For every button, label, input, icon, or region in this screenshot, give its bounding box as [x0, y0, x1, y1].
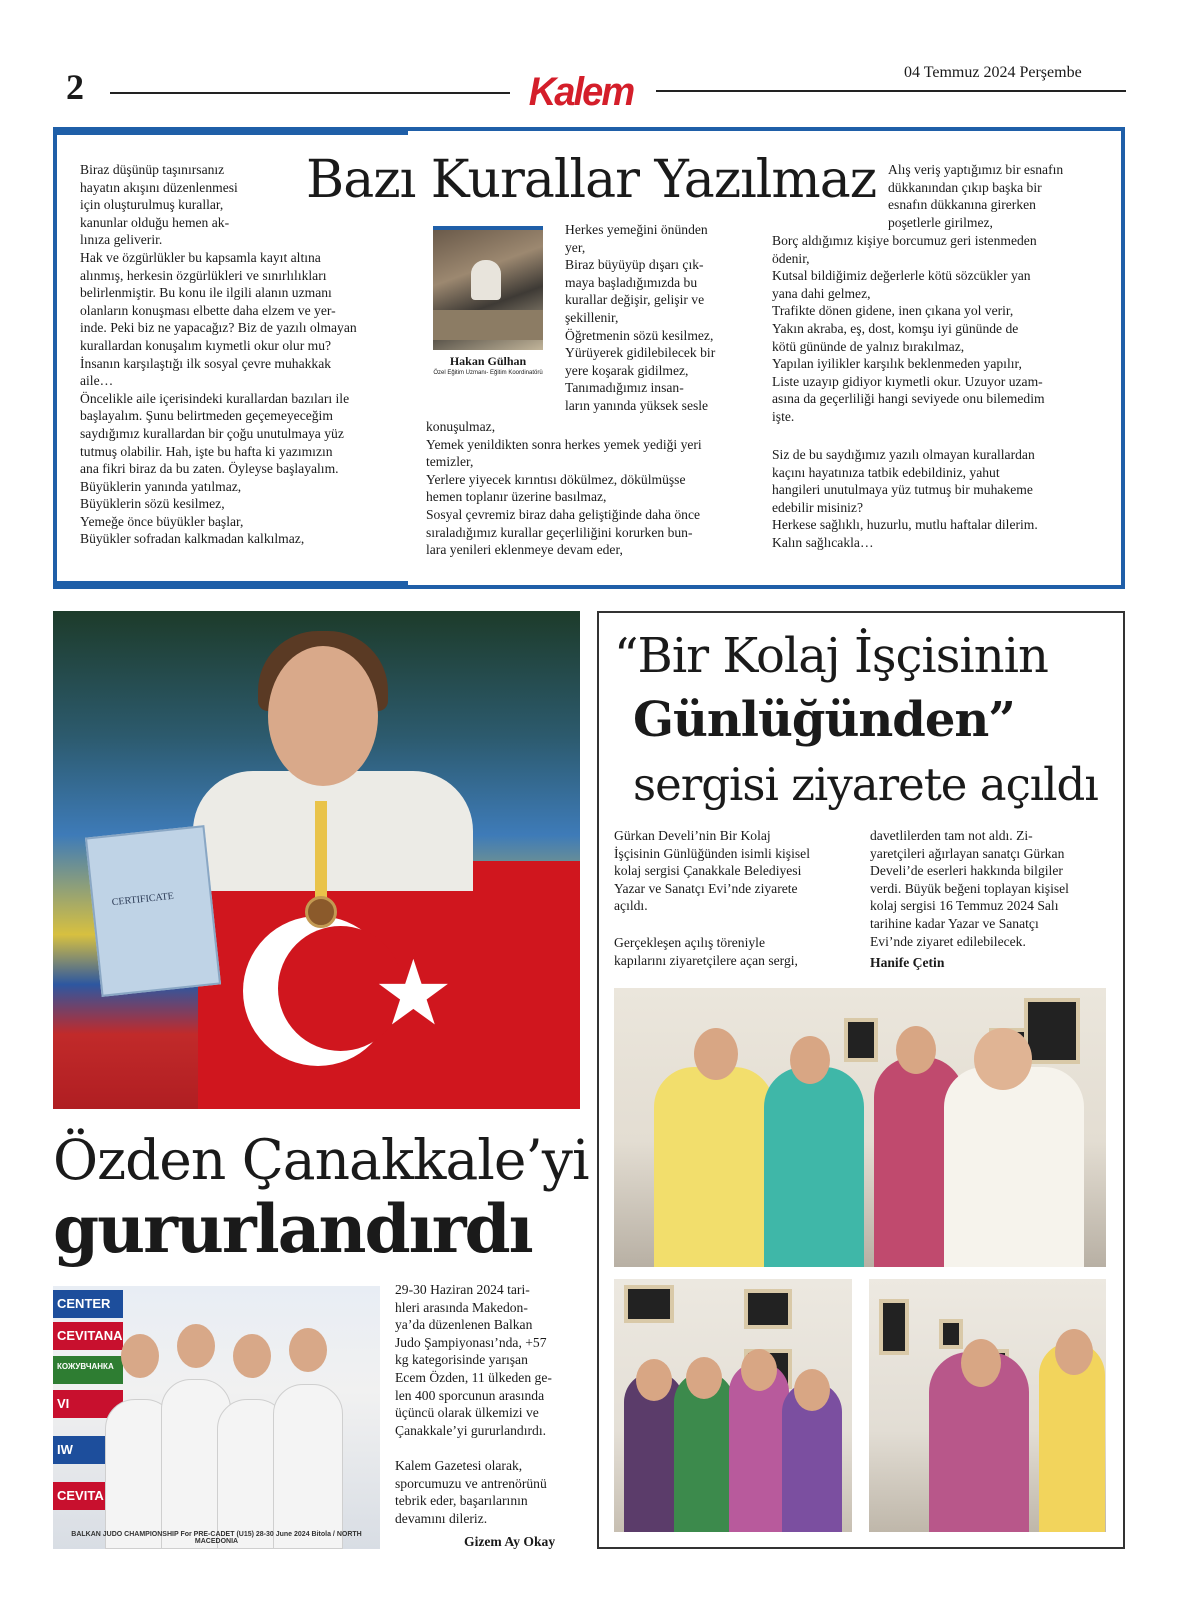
- photo-desk: [433, 310, 543, 340]
- text-line: temizler,: [426, 454, 474, 470]
- text-line: verdi. Büyük beğeni toplayan kişisel: [870, 880, 1069, 896]
- text-line: yer,: [565, 239, 586, 255]
- text-line: tutmuş olabilir. Hah, işte bu hafta ki yazımızın: [80, 443, 333, 459]
- visitor-face: [794, 1369, 830, 1411]
- text-line: Kalın sağlıcakla…: [772, 534, 874, 550]
- article-column-3-top: [888, 161, 1118, 231]
- text-line: tebrik eder, başarılarının: [395, 1493, 528, 1509]
- gallery-photo-group: [614, 1279, 852, 1532]
- text-line: konuşulmaz,: [426, 419, 496, 434]
- text-line: davetlilerden tam not aldı. Zi-: [870, 828, 1033, 843]
- visitor-face: [694, 1028, 738, 1080]
- text-line: len 400 sporcunun arasında: [395, 1387, 545, 1403]
- exhibition-column-1b: [614, 934, 864, 969]
- text-line: şekillenir,: [565, 309, 619, 325]
- text-line: Yerlere yiyecek kırıntısı dökülmez, dökülmüşse: [426, 471, 686, 487]
- text-line: Yapılan iyilikler karşılık beklenmeden yapılır,: [772, 356, 1022, 372]
- judo-article-body: [395, 1281, 585, 1439]
- text-line: sporcumuzu ve antrenörünü: [395, 1475, 547, 1491]
- text-line: Yakın akraba, eş, dost, komşu iyi gününde de: [772, 320, 1019, 336]
- text-line: Kutsal bildiğimiz değerlerle kötü sözcükler yan: [772, 268, 1031, 284]
- sponsor-banner: CEVITA: [53, 1482, 123, 1510]
- author-role: Özel Eğitim Uzmanı- Eğitim Koordinatörü: [433, 370, 543, 376]
- text-line: Herkese sağlıklı, huzurlu, mutlu haftalar dilerim.: [772, 517, 1038, 533]
- artwork-frame: [744, 1289, 792, 1329]
- sponsor-banner: VI: [53, 1390, 123, 1418]
- exhibition-byline: Hanife Çetin: [870, 955, 945, 970]
- text-line: inde. Peki biz ne yapacağız? Biz de yazılı olmayan: [80, 320, 357, 336]
- text-line: kolaj sergisi 16 Temmuz 2024 Salı: [870, 898, 1059, 914]
- visitor-face: [636, 1359, 672, 1401]
- text-line: ödenir,: [772, 250, 810, 266]
- text-line: Judo Şampiyonası’nda, +57: [395, 1334, 547, 1350]
- text-line: Büyüklerin sözü kesilmez,: [80, 496, 225, 512]
- athlete-face: [289, 1328, 327, 1372]
- text-line: yere koşarak gidilmez,: [565, 362, 689, 378]
- visitor-face: [1055, 1329, 1093, 1375]
- text-line: hemen toplanır üzerine basılmaz,: [426, 489, 607, 505]
- text-line: kötü gününde de yalnız bırakılmaz,: [772, 338, 965, 354]
- author-photo: [433, 226, 543, 350]
- article-title: Bazı Kurallar Yazılmaz: [306, 150, 877, 210]
- sponsor-banner: КОЖУВЧАНКА: [53, 1356, 123, 1384]
- text-line: Evi’nde ziyaret edilebilecek.: [870, 933, 1026, 949]
- text-line: Kalem Gazetesi olarak,: [395, 1458, 523, 1473]
- artwork-frame: [624, 1285, 674, 1323]
- frame-accent-bottom: [53, 581, 408, 589]
- text-line: sıraladığımız kurallar geçerliliğini korurken bun-: [426, 524, 693, 540]
- text-line: saydığımız kurallardan bir çoğu unutulmaya yüz: [80, 425, 344, 441]
- text-line: hangileri unutulmaya yüz tutmuş bir muhakeme: [772, 482, 1033, 498]
- bronze-medal: [305, 896, 337, 928]
- newspaper-logo: Kalem: [528, 70, 634, 114]
- visitor: [654, 1067, 774, 1267]
- text-line: ya’da düzenlenen Balkan: [395, 1317, 533, 1333]
- artwork-frame: [879, 1299, 909, 1355]
- gallery-photo-visitors: [614, 988, 1106, 1267]
- text-line: aile…: [80, 373, 114, 389]
- certificate: [85, 825, 221, 997]
- artwork-frame: [1024, 998, 1080, 1064]
- header-rule-left: [110, 92, 510, 94]
- visitor-face: [961, 1339, 1001, 1387]
- article-column-2-bottom: [426, 418, 766, 559]
- article-column-3-end: [772, 446, 1118, 552]
- exhibition-headline-3: sergisi ziyarete açıldı: [633, 758, 1098, 811]
- text-line: Öncelikle aile içerisindeki kurallardan bazıları ile: [80, 390, 350, 406]
- text-line: kurallardan konuşalım kıymetli okur olur mu?: [80, 337, 332, 353]
- text-line: Sosyal çevremiz biraz daha geliştiğinde daha önce: [426, 506, 701, 522]
- athlete-face: [233, 1334, 271, 1378]
- text-line: Trafikte dönen gidene, inen çıkana yol verir,: [772, 303, 1014, 319]
- text-line: Biraz düşünüp taşınırsanız: [80, 162, 225, 177]
- text-line: Tanımadığımız insan-: [565, 380, 684, 396]
- text-line: Yürüyerek gidilebilecek bir: [565, 345, 716, 361]
- text-line: hleri arasında Makedon-: [395, 1299, 528, 1315]
- photo-person: [471, 260, 501, 300]
- text-line: kaçını hayatınıza tatbik edebildiniz, yahut: [772, 464, 1000, 480]
- article-column-1: [80, 161, 410, 548]
- text-line: Siz de bu saydığımız yazılı olmayan kurallardan: [772, 447, 1035, 462]
- sponsor-banner: CEVITANA: [53, 1322, 123, 1350]
- text-line: devamını dileriz.: [395, 1510, 488, 1526]
- flag-star-icon: ★: [373, 941, 454, 1046]
- judo-article-body-2: [395, 1457, 585, 1527]
- text-line: yana dahi gelmez,: [772, 285, 871, 301]
- text-line: kolaj sergisi Çanakkale Belediyesi: [614, 863, 802, 879]
- text-line: Yazar ve Sanatçı Evi’nde ziyarete: [614, 880, 798, 896]
- text-line: kg kategorisinde yarışan: [395, 1352, 528, 1368]
- text-line: Alış veriş yaptığımız bir esnafın: [888, 162, 1064, 177]
- visitor-face: [790, 1036, 830, 1084]
- text-line: Borç aldığımız kişiye borcumuz geri istenmeden: [772, 233, 1037, 248]
- text-line: Biraz büyüyüp dışarı çık-: [565, 257, 704, 273]
- certificate-label: CERTIFICATE: [111, 890, 175, 909]
- visitor: [944, 1067, 1084, 1267]
- text-line: lara yenileri eklenmeye devam eder,: [426, 542, 623, 558]
- text-line: Liste uzayıp gidiyor kıymetli okur. Uzuyor uzam-: [772, 373, 1043, 389]
- visitor-face: [686, 1357, 722, 1399]
- text-line: kurallar değişir, gelişir ve: [565, 292, 705, 308]
- visitor-face: [974, 1028, 1032, 1090]
- text-line: kapılarını ziyaretçilere açan sergi,: [614, 952, 798, 968]
- text-line: alınmış, herkesin özgürlükleri ve sınırlılıkları: [80, 267, 327, 283]
- exhibition-headline-1: “Bir Kolaj İşçisinin: [614, 628, 1048, 684]
- text-line: İnsanın karşılaştığı ilk sosyal çevre muhakkak: [80, 355, 332, 371]
- text-line: dükkanından çıkıp başka bir: [888, 179, 1042, 195]
- text-line: tarihine kadar Yazar ve Sanatçı: [870, 915, 1039, 931]
- sponsor-banner: CENTER: [53, 1290, 123, 1318]
- text-line: Gerçekleşen açılış töreniyle: [614, 935, 765, 950]
- text-line: Herkes yemeğini önünden: [565, 222, 708, 237]
- text-line: Gürkan Develi’nin Bir Kolaj: [614, 828, 771, 843]
- visitor: [764, 1067, 864, 1267]
- article-column-2-top: [565, 221, 755, 415]
- athlete-face: [121, 1334, 159, 1378]
- judo-byline: Gizem Ay Okay: [464, 1534, 556, 1549]
- text-line: esnafın dükkanına girerken: [888, 197, 1036, 213]
- artwork-frame: [939, 1319, 963, 1349]
- visitor-face: [741, 1349, 777, 1391]
- text-line: açıldı.: [614, 898, 648, 914]
- text-line: olanların konuşması elbette daha elzem ve yer-: [80, 302, 336, 318]
- text-line: poşetlerle girilmez,: [888, 214, 993, 230]
- text-line: Büyüklerin yanında yatılmaz,: [80, 478, 242, 494]
- text-line: belirlenmiştir. Bu konu ile ilgili alanın uzmanı: [80, 285, 332, 301]
- text-line: 29-30 Haziran 2024 tari-: [395, 1282, 530, 1297]
- exhibition-headline-2: Günlüğünden”: [633, 692, 1015, 748]
- text-line: başlayalım. Şunu belirtmeden geçemeyeceğim: [80, 408, 333, 424]
- text-line: Yemek yenildikten sonra herkes yemek yediği yeri: [426, 436, 702, 452]
- sponsor-banner: IW: [53, 1436, 123, 1464]
- text-line: Yemeğe önce büyükler başlar,: [80, 513, 244, 529]
- athlete-face: [177, 1324, 215, 1368]
- judoka-photo: [53, 611, 580, 1109]
- header-rule-right: [656, 90, 1126, 92]
- medal-ribbon: [315, 801, 327, 901]
- text-line: Develi’de eserleri hakkında bilgiler: [870, 863, 1063, 879]
- text-line: ana fikri biraz da bu zaten. Öyleyse başlayalım.: [80, 461, 339, 477]
- author-name: Hakan Gülhan: [449, 354, 527, 368]
- text-line: edebilir misiniz?: [772, 499, 863, 515]
- text-line: yaretçileri ağırlayan sanatçı Gürkan: [870, 845, 1065, 861]
- podium-photo: [53, 1286, 380, 1549]
- page-number: 2: [66, 67, 84, 107]
- headline-line-1: Özden Çanakkale’yi: [53, 1128, 589, 1192]
- text-line: İşçisinin Günlüğünden isimli kişisel: [614, 845, 810, 861]
- text-line: lınıza geliverir.: [80, 232, 163, 248]
- text-line: için oluşturulmuş kurallar,: [80, 197, 224, 213]
- exhibition-column-2: [870, 827, 1110, 950]
- text-line: ların yanında yüksek sesle: [565, 397, 709, 413]
- text-line: kanunlar olduğu hemen ak-: [80, 214, 230, 230]
- text-line: Çanakkale’yi gururlandırdı.: [395, 1422, 546, 1438]
- text-line: maya başladığımızda bu: [565, 274, 698, 290]
- text-line: Hak ve özgürlükler bu kapsamla kayıt altına: [80, 249, 321, 265]
- text-line: üçüncü olarak ülkemizi ve: [395, 1405, 539, 1421]
- frame-accent-top: [53, 127, 408, 135]
- exhibition-column-1: [614, 827, 864, 915]
- photo-caption: BALKAN JUDO CHAMPIONSHIP For PRE-CADET (U15) 28-30 June 2024 Bitola / NORTH MACEDONIA: [71, 1531, 362, 1545]
- gallery-photo-artist: [869, 1279, 1106, 1532]
- text-line: Öğretmenin sözü kesilmez,: [565, 327, 714, 343]
- artwork-frame: [844, 1018, 878, 1062]
- text-line: hayatın akışını düzenlenmesi: [80, 179, 238, 195]
- text-line: asına da geçerliliği hangi seviyede onu bilemedim: [772, 391, 1045, 407]
- athlete-face: [268, 646, 378, 786]
- athlete: [273, 1384, 343, 1549]
- issue-date: 04 Temmuz 2024 Perşembe: [904, 64, 1082, 81]
- headline-line-2: gururlandırdı: [53, 1190, 532, 1268]
- text-line: Ecem Özden, 11 ülkeden ge-: [395, 1369, 552, 1385]
- article-column-3: [772, 232, 1118, 426]
- text-line: işte.: [772, 408, 795, 424]
- visitor-face: [896, 1026, 936, 1074]
- judo-gi: [193, 771, 473, 891]
- text-line: Büyükler sofradan kalkmadan kalkılmaz,: [80, 531, 305, 547]
